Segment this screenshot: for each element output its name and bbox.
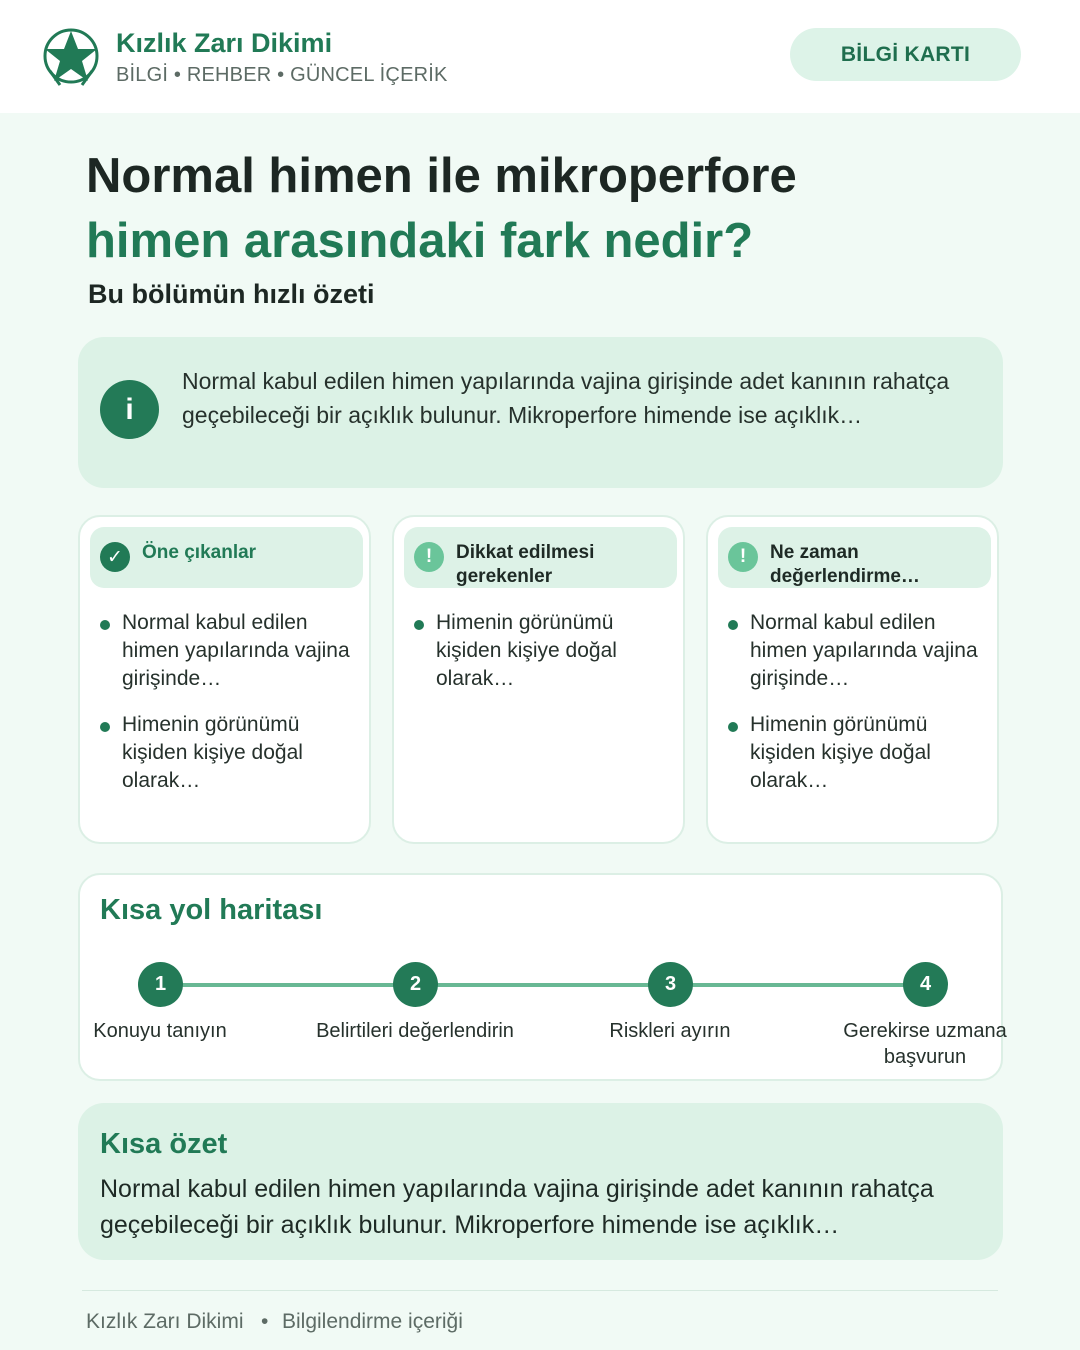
card-title: Öne çıkanlar (142, 542, 257, 563)
step-number: 2 (393, 962, 438, 1007)
step-label: Riskleri ayırın (609, 1020, 731, 1042)
section-subtitle: Bu bölümün hızlı özeti (88, 279, 375, 309)
summary-title: Kısa özet (100, 1128, 228, 1160)
card-list (414, 609, 679, 711)
step-number: 3 (648, 962, 693, 1007)
card-header (90, 527, 363, 588)
footer-brand: Kızlık Zarı Dikimi (86, 1310, 244, 1333)
exclamation-circle-icon: ! (414, 542, 444, 572)
list-item: Himenin görünümü kişiden kişiye doğal olarak… (728, 711, 993, 795)
card-header (404, 527, 677, 588)
highlights-card (78, 515, 371, 844)
brand-subtitle: BİLGİ • REHBER • GÜNCEL İÇERİK (116, 64, 448, 86)
page-title-line-1: Normal himen ile mikroperfore (86, 149, 797, 203)
card-list (728, 609, 993, 813)
card-title: Ne zaman değerlendirme… (770, 542, 920, 587)
footer-divider (82, 1290, 998, 1291)
step-number: 1 (138, 962, 183, 1007)
card-header (718, 527, 991, 588)
footer-separator: • (261, 1310, 269, 1333)
brand-title: Kızlık Zarı Dikimi (116, 28, 333, 58)
check-circle-icon: ✓ (100, 542, 130, 572)
step-label: Konuyu tanıyın (93, 1020, 227, 1042)
list-item: Himenin görünümü kişiden kişiye doğal olarak… (414, 609, 679, 693)
star-badge-icon (42, 27, 100, 89)
when-to-evaluate-card (706, 515, 999, 844)
info-card-badge: BİLGİ KARTI (790, 28, 1021, 81)
step-number: 4 (903, 962, 948, 1007)
step-label: Belirtileri değerlendirin (316, 1020, 514, 1042)
exclamation-circle-icon: ! (728, 542, 758, 572)
list-item: Normal kabul edilen himen yapılarında vajina girişinde… (728, 609, 993, 693)
page-title-line-2: himen arasındaki fark nedir? (86, 214, 754, 268)
cautions-card (392, 515, 685, 844)
list-item: Himenin görünümü kişiden kişiye doğal olarak… (100, 711, 365, 795)
list-item: Normal kabul edilen himen yapılarında vajina girişinde… (100, 609, 365, 693)
card-list (100, 609, 365, 813)
roadmap-connector (160, 983, 925, 987)
info-icon: i (100, 380, 159, 439)
card-title: Dikkat edilmesi gerekenler (456, 542, 595, 587)
step-label: Gerekirse uzmana başvurun (843, 1020, 1007, 1068)
info-text: Normal kabul edilen himen yapılarında vajina girişinde adet kanının rahatça geçebileceği bir açıklık bulunur. Mikroperfore himende ise açıklık… (182, 368, 950, 428)
summary-text: Normal kabul edilen himen yapılarında vajina girişinde adet kanının rahatça geçebileceği bir açıklık bulunur. Mikroperfore himende ise açıklık… (100, 1175, 934, 1239)
roadmap-title: Kısa yol haritası (100, 894, 323, 926)
footer-note: Bilgilendirme içeriği (282, 1310, 463, 1333)
